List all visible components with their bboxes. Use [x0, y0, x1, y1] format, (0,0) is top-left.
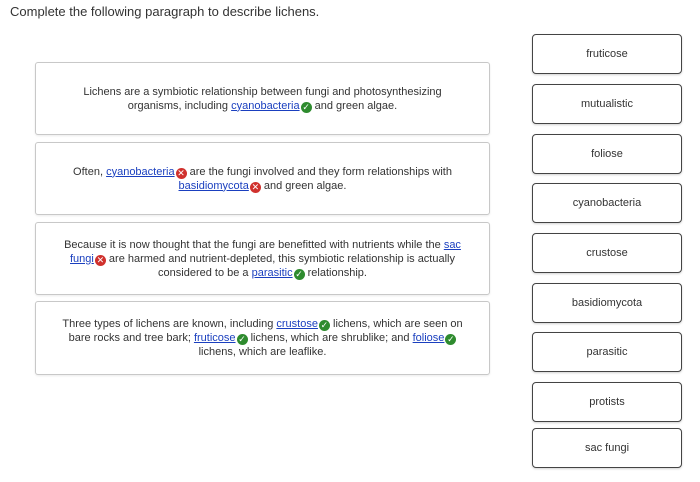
x-icon: ✕	[177, 167, 185, 178]
statement-fragment: Lichens are a symbiotic relationship between fungi and photosynthesizing organisms, including	[83, 85, 442, 112]
statement-text-3	[56, 238, 469, 280]
x-icon: ✕	[96, 254, 105, 265]
x-icon: ✕	[251, 181, 260, 192]
option-protists[interactable]: protists	[532, 382, 682, 422]
check-icon: ✓	[320, 320, 329, 330]
statement-text-1	[56, 85, 469, 113]
statement-fragment: and green algae.	[311, 99, 398, 112]
option-cyanobacteria[interactable]: cyanobacteria	[532, 183, 682, 223]
statement-text-2	[56, 165, 469, 193]
answer-slot[interactable]: cyanobacteria	[231, 99, 300, 112]
statement-fragment: and green algae.	[260, 179, 347, 192]
statement-fragment: lichens, which are seen on bare rocks and tree bark;	[68, 318, 463, 344]
option-parasitic[interactable]: parasitic	[532, 332, 682, 372]
answer-slot[interactable]: basidiomycota	[178, 179, 249, 192]
answer-slot[interactable]: foliose	[412, 332, 445, 344]
statement-fragment: relationship.	[304, 266, 367, 279]
statement-card-4[interactable]	[35, 301, 490, 375]
answer-slot[interactable]: fruticose	[193, 332, 236, 344]
statement-fragment: are harmed and nutrient-depleted, this symbiotic relationship is actually considered to be a	[105, 252, 455, 279]
answer-slot[interactable]: crustose	[276, 318, 318, 330]
answer-slot[interactable]: sac fungi	[70, 238, 461, 265]
check-icon: ✓	[295, 268, 303, 279]
statement-fragment: Often,	[73, 165, 107, 178]
check-icon: ✓	[447, 334, 455, 344]
statement-fragment: lichens, which are shrublike; and	[247, 332, 413, 344]
statement-fragment: Because it is now thought that the fungi are benefitted with nutrients while the	[64, 238, 444, 251]
option-foliose[interactable]: foliose	[532, 134, 682, 174]
option-crustose[interactable]: crustose	[532, 233, 682, 273]
statement-fragment: Three types of lichens are known, including	[62, 318, 277, 330]
statement-fragment: are the fungi involved and they form relationships with	[186, 165, 452, 178]
option-mutualistic[interactable]: mutualistic	[532, 84, 682, 124]
check-icon: ✓	[302, 101, 310, 112]
prompt-text: Complete the following paragraph to describe lichens.	[10, 4, 320, 19]
statement-card-2[interactable]	[35, 142, 490, 215]
statement-fragment: lichens, which are leaflike.	[198, 346, 327, 358]
statement-card-3[interactable]	[35, 222, 490, 295]
option-fruticose[interactable]: fruticose	[532, 34, 682, 74]
answer-slot[interactable]: parasitic	[251, 266, 293, 279]
option-sac-fungi[interactable]: sac fungi	[532, 428, 682, 468]
check-icon: ✓	[238, 334, 246, 344]
statement-text-4	[56, 317, 469, 359]
option-basidiomycota[interactable]: basidiomycota	[532, 283, 682, 323]
statement-card-1[interactable]	[35, 62, 490, 135]
answer-slot[interactable]: cyanobacteria	[106, 165, 175, 178]
